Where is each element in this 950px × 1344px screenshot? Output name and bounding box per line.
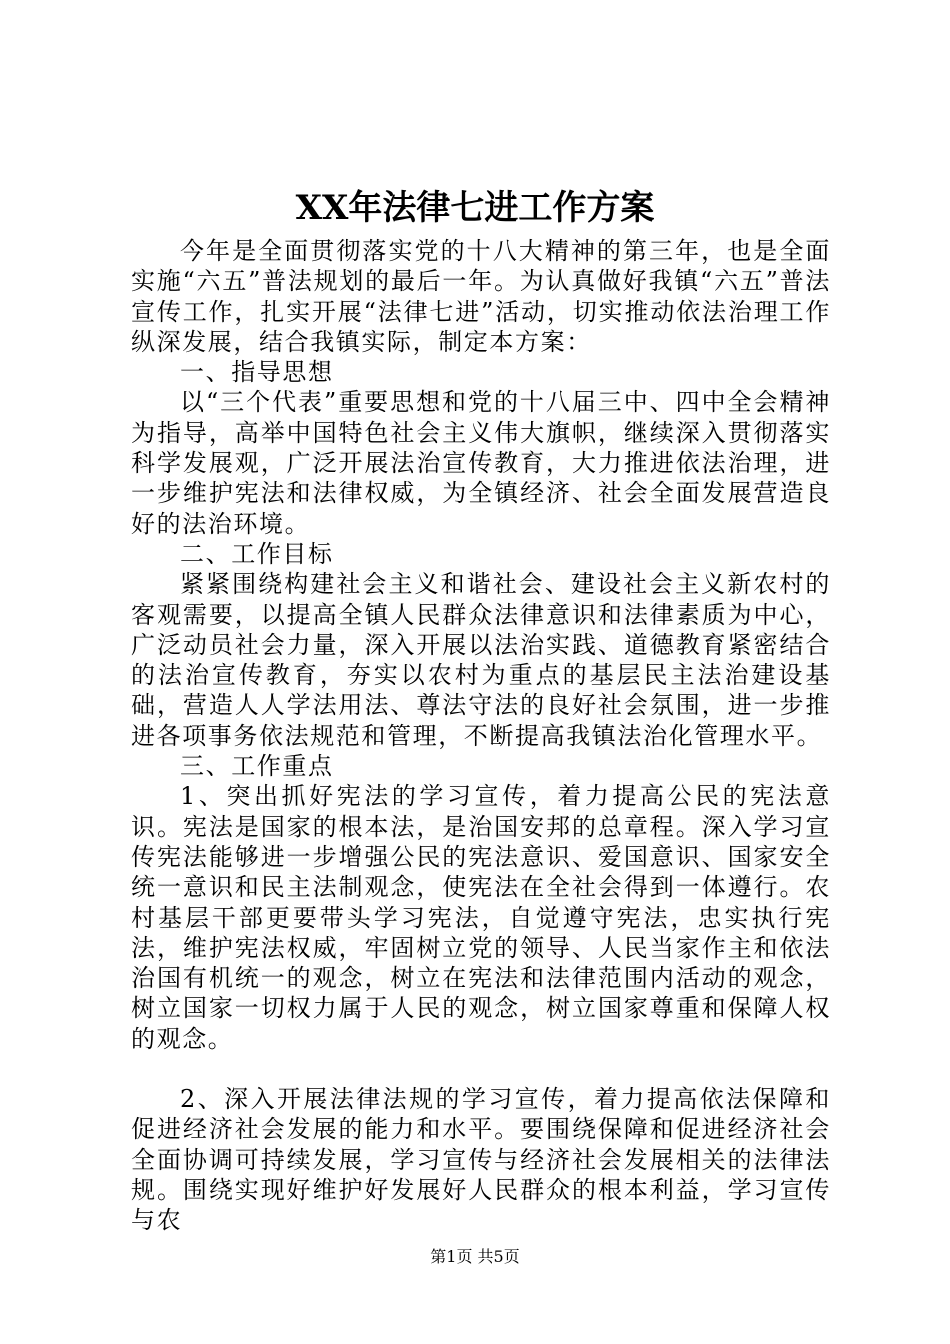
section-heading-work-focus: 三、工作重点 <box>180 752 334 781</box>
work-goals-paragraph: 紧紧围绕构建社会主义和谐社会、建设社会主义新农村的客观需要，以提高全镇人民群众法律意识和法律素质为中心，广泛动员社会力量，深入开展以法治实践、道德教育紧密结合的法治宣传教育，夯实以农村为重点的基层民主法治建设基础，营造人人学法用法、尊法守法的良好社会氛围，进一步推进各项事务依法规范和管理，不断提高我镇法治化管理水平。 <box>131 570 831 750</box>
section-heading-guiding-ideology: 一、指导思想 <box>180 358 334 387</box>
work-focus-item-1: 1、突出抓好宪法的学习宣传，着力提高公民的宪法意识。宪法是国家的根本法，是治国安邦的总章程。深入学习宣传宪法能够进一步增强公民的宪法意识、爱国意识、国家安全统一意识和民主法制观念，使宪法在全社会得到一体遵行。农村基层干部更要带头学习宪法，自觉遵守宪法，忠实执行宪法，维护宪法权威，牢固树立党的领导、人民当家作主和依法治国有机统一的观念，树立在宪法和法律范围内活动的观念，树立国家一切权力属于人民的观念，树立国家尊重和保障人权的观念。 <box>131 782 831 1053</box>
page-number: 第1页 共5页 <box>430 1247 520 1266</box>
intro-paragraph: 今年是全面贯彻落实党的十八大精神的第三年，也是全面实施“六五”普法规划的最后一年。为认真做好我镇“六五”普法宣传工作，扎实开展“法律七进”活动，切实推动依法治理工作纵深发展，结合我镇实际，制定本方案： <box>131 237 831 356</box>
document-body <box>131 236 831 1236</box>
work-focus-item-2: 2、深入开展法律法规的学习宣传，着力提高依法保障和促进经济社会发展的能力和水平。要围绕保障和促进经济社会全面协调可持续发展，学习宣传与经济社会发展相关的法律法规。围绕实现好维护好发展好人民群众的根本利益，学习宣传与农 <box>131 1085 831 1235</box>
section-heading-work-goals: 二、工作目标 <box>180 539 334 568</box>
guiding-ideology-paragraph: 以“三个代表”重要思想和党的十八届三中、四中全会精神为指导，高举中国特色社会主义伟大旗帜，继续深入贯彻落实科学发展观，广泛开展法治宣传教育，大力推进依法治理，进一步维护宪法和法律权威，为全镇经济、社会全面发展营造良好的法治环境。 <box>131 388 831 538</box>
document-title: XX年法律七进工作方案 <box>295 188 655 228</box>
